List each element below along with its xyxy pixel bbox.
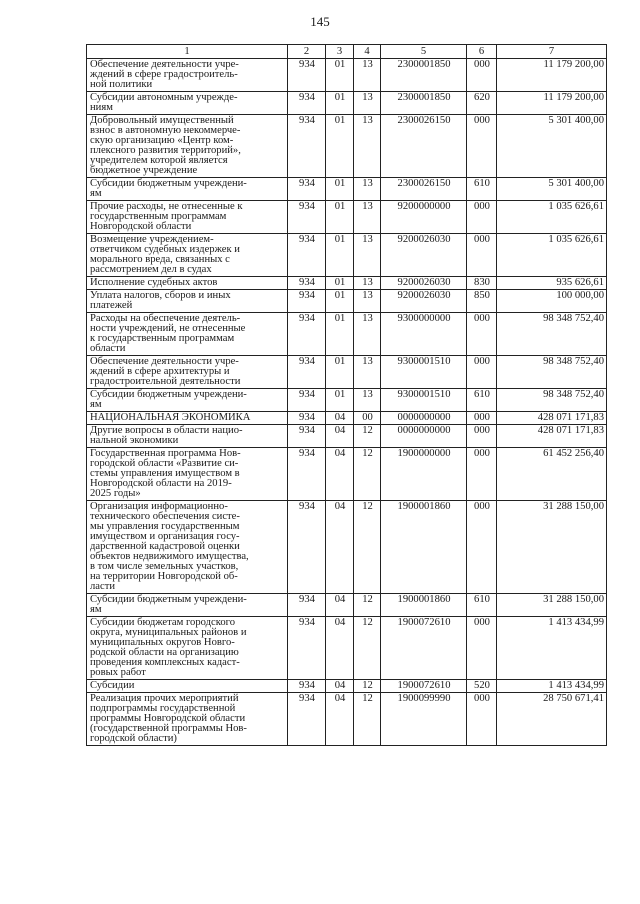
header-cell: 5 <box>381 45 467 59</box>
amount-cell: 1 035 626,61 <box>497 234 607 277</box>
target-article-cell: 2300001850 <box>381 59 467 92</box>
ministry-code-cell: 934 <box>288 693 326 746</box>
expense-type-cell: 620 <box>467 92 497 115</box>
ministry-code-cell: 934 <box>288 617 326 680</box>
subsection-cell: 12 <box>354 501 381 594</box>
ministry-code-cell: 934 <box>288 290 326 313</box>
ministry-code-cell: 934 <box>288 356 326 389</box>
target-article-cell: 1900000000 <box>381 448 467 501</box>
amount-cell: 98 348 752,40 <box>497 356 607 389</box>
target-article-cell: 1900001860 <box>381 594 467 617</box>
table-row <box>87 412 607 425</box>
item-name-cell: Добровольный имущественный взнос в автономную некоммерче- скую организацию «Центр ком- плексного развития территорий», учредителем которой является бюджетное учреждение <box>87 115 288 178</box>
table-row <box>87 92 607 115</box>
item-name-cell: Субсидии бюджетам городского округа, муниципальных районов и муниципальных округов Новго- родской области на организацию проведения комплексных кадаст- ровых работ <box>87 617 288 680</box>
subsection-cell: 13 <box>354 356 381 389</box>
amount-cell: 1 413 434,99 <box>497 617 607 680</box>
target-article-cell: 2300001850 <box>381 92 467 115</box>
amount-cell: 31 288 150,00 <box>497 501 607 594</box>
section-cell: 01 <box>326 389 354 412</box>
table-row <box>87 277 607 290</box>
target-article-cell: 9200026030 <box>381 234 467 277</box>
target-article-cell: 9300000000 <box>381 313 467 356</box>
section-cell: 01 <box>326 290 354 313</box>
amount-cell: 31 288 150,00 <box>497 594 607 617</box>
table-row <box>87 313 607 356</box>
target-article-cell: 9200026030 <box>381 290 467 313</box>
table-row <box>87 59 607 92</box>
budget-table <box>86 44 607 746</box>
table-row <box>87 389 607 412</box>
subsection-cell: 12 <box>354 693 381 746</box>
expense-type-cell: 850 <box>467 290 497 313</box>
header-cell: 3 <box>326 45 354 59</box>
subsection-cell: 13 <box>354 178 381 201</box>
subsection-cell: 13 <box>354 277 381 290</box>
section-cell: 04 <box>326 680 354 693</box>
item-name-cell: НАЦИОНАЛЬНАЯ ЭКОНОМИКА <box>87 412 288 425</box>
ministry-code-cell: 934 <box>288 425 326 448</box>
section-cell: 01 <box>326 313 354 356</box>
target-article-cell: 9200026030 <box>381 277 467 290</box>
table-row <box>87 680 607 693</box>
item-name-cell: Государственная программа Нов- городской области «Развитие си- стемы управления имуществом в Новгородской области на 2019- 2025 годы» <box>87 448 288 501</box>
header-row <box>87 45 607 59</box>
item-name-cell: Реализация прочих мероприятий подпрограммы государственной программы Новгородской области (государственной программы Нов- городской области) <box>87 693 288 746</box>
target-article-cell: 9200000000 <box>381 201 467 234</box>
ministry-code-cell: 934 <box>288 115 326 178</box>
header-cell: 4 <box>354 45 381 59</box>
item-name-cell: Исполнение судебных актов <box>87 277 288 290</box>
target-article-cell: 2300026150 <box>381 178 467 201</box>
target-article-cell: 1900072610 <box>381 680 467 693</box>
expense-type-cell: 610 <box>467 389 497 412</box>
target-article-cell: 1900072610 <box>381 617 467 680</box>
expense-type-cell: 520 <box>467 680 497 693</box>
ministry-code-cell: 934 <box>288 594 326 617</box>
item-name-cell: Обеспечение деятельности учре- ждений в сфере архитектуры и градостроительной деятельности <box>87 356 288 389</box>
section-cell: 04 <box>326 448 354 501</box>
amount-cell: 428 071 171,83 <box>497 425 607 448</box>
header-cell: 1 <box>87 45 288 59</box>
section-cell: 01 <box>326 92 354 115</box>
expense-type-cell: 000 <box>467 234 497 277</box>
target-article-cell: 1900001860 <box>381 501 467 594</box>
expense-type-cell: 000 <box>467 201 497 234</box>
section-cell: 04 <box>326 693 354 746</box>
ministry-code-cell: 934 <box>288 501 326 594</box>
item-name-cell: Уплата налогов, сборов и иных платежей <box>87 290 288 313</box>
ministry-code-cell: 934 <box>288 178 326 201</box>
amount-cell: 11 179 200,00 <box>497 59 607 92</box>
item-name-cell: Прочие расходы, не отнесенные к государственным программам Новгородской области <box>87 201 288 234</box>
subsection-cell: 13 <box>354 234 381 277</box>
section-cell: 04 <box>326 412 354 425</box>
section-cell: 01 <box>326 115 354 178</box>
table-row <box>87 356 607 389</box>
item-name-cell: Субсидии бюджетным учреждени- ям <box>87 594 288 617</box>
section-cell: 01 <box>326 201 354 234</box>
expense-type-cell: 610 <box>467 178 497 201</box>
target-article-cell: 2300026150 <box>381 115 467 178</box>
table-row <box>87 594 607 617</box>
expense-type-cell: 000 <box>467 501 497 594</box>
amount-cell: 5 301 400,00 <box>497 115 607 178</box>
header-cell: 7 <box>497 45 607 59</box>
section-cell: 04 <box>326 617 354 680</box>
section-cell: 01 <box>326 234 354 277</box>
subsection-cell: 00 <box>354 412 381 425</box>
subsection-cell: 12 <box>354 680 381 693</box>
ministry-code-cell: 934 <box>288 234 326 277</box>
section-cell: 01 <box>326 59 354 92</box>
item-name-cell: Возмещение учреждением- ответчиком судебных издержек и морального вреда, связанных с рассмотрением дел в судах <box>87 234 288 277</box>
subsection-cell: 13 <box>354 389 381 412</box>
subsection-cell: 13 <box>354 115 381 178</box>
ministry-code-cell: 934 <box>288 92 326 115</box>
ministry-code-cell: 934 <box>288 313 326 356</box>
table-row <box>87 201 607 234</box>
expense-type-cell: 000 <box>467 617 497 680</box>
header-cell: 2 <box>288 45 326 59</box>
subsection-cell: 13 <box>354 313 381 356</box>
amount-cell: 98 348 752,40 <box>497 389 607 412</box>
item-name-cell: Субсидии автономным учрежде- ниям <box>87 92 288 115</box>
subsection-cell: 12 <box>354 425 381 448</box>
item-name-cell: Расходы на обеспечение деятель- ности учреждений, не отнесенные к государственным программам области <box>87 313 288 356</box>
amount-cell: 11 179 200,00 <box>497 92 607 115</box>
section-cell: 04 <box>326 501 354 594</box>
ministry-code-cell: 934 <box>288 201 326 234</box>
table-body <box>87 59 607 746</box>
item-name-cell: Обеспечение деятельности учре- ждений в сфере градостроитель- ной политики <box>87 59 288 92</box>
subsection-cell: 13 <box>354 290 381 313</box>
subsection-cell: 12 <box>354 617 381 680</box>
expense-type-cell: 000 <box>467 115 497 178</box>
expense-type-cell: 830 <box>467 277 497 290</box>
amount-cell: 935 626,61 <box>497 277 607 290</box>
subsection-cell: 13 <box>354 92 381 115</box>
ministry-code-cell: 934 <box>288 277 326 290</box>
table-row <box>87 234 607 277</box>
subsection-cell: 13 <box>354 59 381 92</box>
table-row <box>87 425 607 448</box>
item-name-cell: Другие вопросы в области нацио- нальной экономики <box>87 425 288 448</box>
item-name-cell: Организация информационно- технического обеспечения систе- мы управления государственным имуществом и организация госу- дарственной кадастровой оценки объектов недвижимого имущества, в том числе земельных участков, на территории Новгородской об- ласти <box>87 501 288 594</box>
subsection-cell: 12 <box>354 448 381 501</box>
target-article-cell: 9300001510 <box>381 389 467 412</box>
table-row <box>87 617 607 680</box>
ministry-code-cell: 934 <box>288 448 326 501</box>
section-cell: 04 <box>326 425 354 448</box>
amount-cell: 100 000,00 <box>497 290 607 313</box>
table-row <box>87 501 607 594</box>
ministry-code-cell: 934 <box>288 412 326 425</box>
expense-type-cell: 000 <box>467 412 497 425</box>
table-row <box>87 115 607 178</box>
table-row <box>87 448 607 501</box>
subsection-cell: 13 <box>354 201 381 234</box>
target-article-cell: 1900099990 <box>381 693 467 746</box>
section-cell: 01 <box>326 277 354 290</box>
amount-cell: 5 301 400,00 <box>497 178 607 201</box>
section-cell: 01 <box>326 178 354 201</box>
amount-cell: 98 348 752,40 <box>497 313 607 356</box>
ministry-code-cell: 934 <box>288 389 326 412</box>
table-row <box>87 693 607 746</box>
header-cell: 6 <box>467 45 497 59</box>
amount-cell: 28 750 671,41 <box>497 693 607 746</box>
expense-type-cell: 000 <box>467 693 497 746</box>
ministry-code-cell: 934 <box>288 680 326 693</box>
section-cell: 01 <box>326 356 354 389</box>
section-cell: 04 <box>326 594 354 617</box>
table-row <box>87 178 607 201</box>
target-article-cell: 0000000000 <box>381 425 467 448</box>
target-article-cell: 9300001510 <box>381 356 467 389</box>
expense-type-cell: 000 <box>467 313 497 356</box>
ministry-code-cell: 934 <box>288 59 326 92</box>
expense-type-cell: 000 <box>467 59 497 92</box>
amount-cell: 1 413 434,99 <box>497 680 607 693</box>
target-article-cell: 0000000000 <box>381 412 467 425</box>
amount-cell: 1 035 626,61 <box>497 201 607 234</box>
expense-type-cell: 000 <box>467 425 497 448</box>
expense-type-cell: 000 <box>467 448 497 501</box>
subsection-cell: 12 <box>354 594 381 617</box>
item-name-cell: Субсидии бюджетным учреждени- ям <box>87 178 288 201</box>
amount-cell: 428 071 171,83 <box>497 412 607 425</box>
item-name-cell: Субсидии <box>87 680 288 693</box>
table-row <box>87 290 607 313</box>
page-number: 145 <box>310 14 330 29</box>
expense-type-cell: 610 <box>467 594 497 617</box>
expense-type-cell: 000 <box>467 356 497 389</box>
item-name-cell: Субсидии бюджетным учреждени- ям <box>87 389 288 412</box>
amount-cell: 61 452 256,40 <box>497 448 607 501</box>
